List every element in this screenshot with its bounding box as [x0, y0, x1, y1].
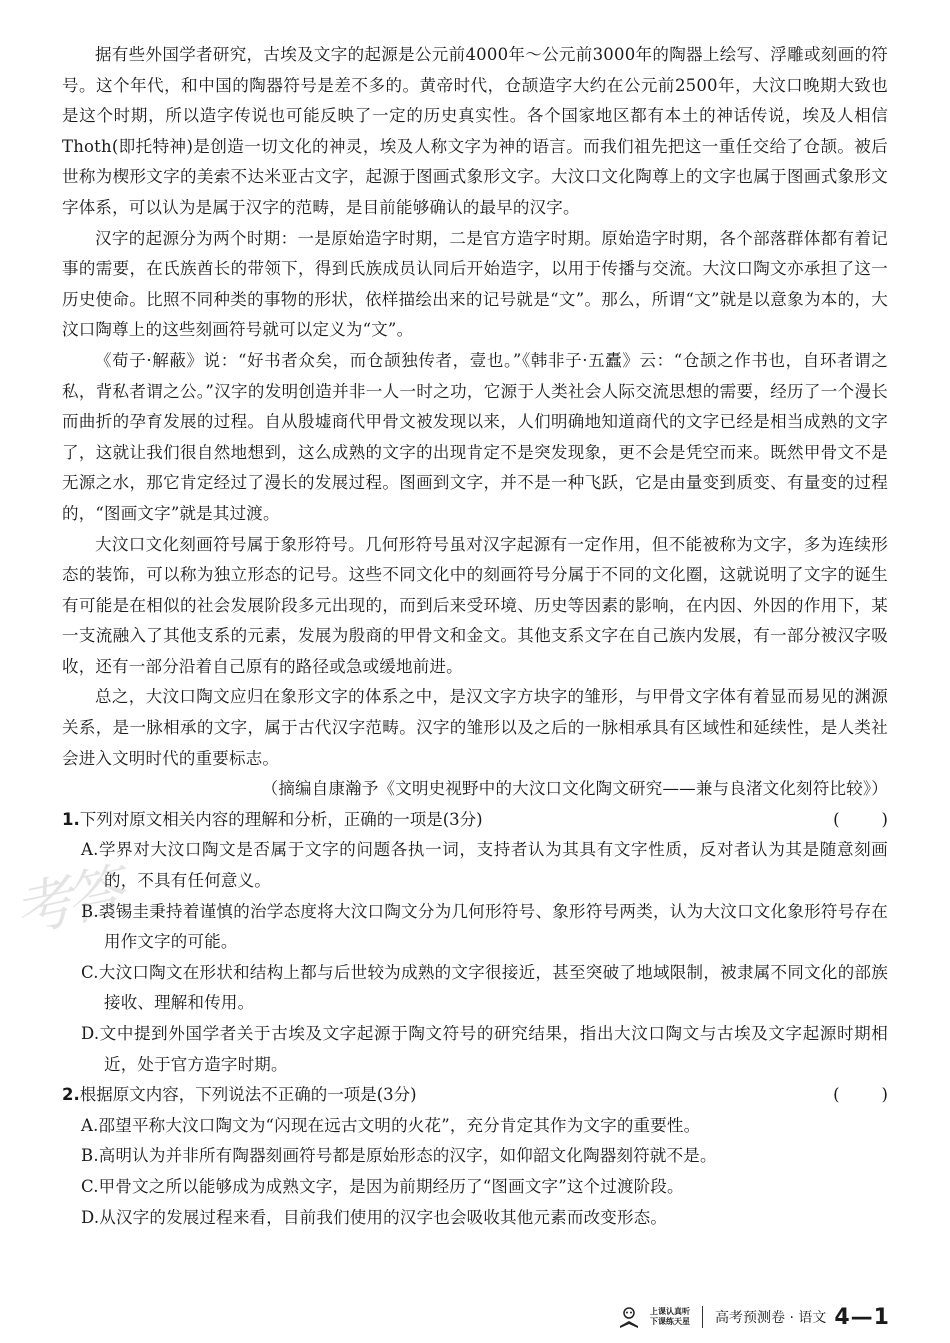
question-2-option-b: B.高明认为并非所有陶器刻画符号都是原始形态的汉字，如仰韶文化陶器刻符就不是。 [81, 1146, 717, 1166]
passage-paragraph-1: 据有些外国学者研究，古埃及文字的起源是公元前4000年～公元前3000年的陶器上绘写、浮雕或刻画的符号。这个年代，和中国的陶器符号是差不多的。黄帝时代，仓颉造字大约在公元前2500年，大汶口晚期大致也是这个时期，所以造字传说也可能反映了一定的历史真实性。各个国家地区都有本土的神话传说，埃及人相信Thoth(即托特神)是创造一切文化的神灵，埃及人称文字为神的语言。而我们祖先把这一重任交给了仓颉。被后世称为楔形文字的美索不达米亚古文字，起源于图画式象形文字。大汶口文化陶尊上的文字也属于图画式象形文字体系，可以认为是属于汉字的范畴，是目前能够确认的最早的汉字。 [62, 45, 888, 217]
passage-paragraph-2: 汉字的起源分为两个时期：一是原始造字时期，二是官方造字时期。原始造字时期，各个部落群体都有着记事的需要，在氏族酋长的带领下，得到氏族成员认同后开始造字，以用于传播与交流。大汶口陶文亦承担了这一历史使命。比照不同种类的事物的形状，依样描绘出来的记号就是“文”。那么，所谓“文”就是以意象为本的，大汶口陶尊上的这些刻画符号就可以定义为“文”。 [62, 228, 888, 340]
question-2-text: 根据原文内容，下列说法不正确的一项是(3分) [79, 1085, 417, 1105]
passage-paragraph-4: 大汶口文化刻画符号属于象形符号。几何形符号虽对汉字起源有一定作用，但不能被称为文字，多为连续形态的装饰，可以称为独立形态的记号。这些不同文化中的刻画符号分属于不同的文化圈，这就说明了文字的诞生有可能是在相似的社会发展阶段多元出现的，而到后来受环境、历史等因素的影响，在内因、外因的作用下，某一支流融入了其他支系的元素，发展为殷商的甲骨文和金文。其他支系文字在自己族内发展，有一部分被汉字吸收，还有一部分沿着自己原有的路径或急或缓地前进。 [62, 534, 888, 676]
reading-passage [62, 40, 888, 805]
exam-page [62, 40, 888, 1233]
question-1-option-c: C.大汶口陶文在形状和结构上都与后世较为成熟的文字很接近，甚至突破了地域限制，被隶属不同文化的部族接收、理解和传用。 [81, 962, 888, 1013]
footer-slogan [650, 1307, 690, 1327]
question-2-stem [62, 1080, 888, 1111]
question-2-option-d: D.从汉字的发展过程来看，目前我们使用的汉字也会吸收其他元素而改变形态。 [81, 1207, 668, 1227]
question-2-answer-slot[interactable]: ( ) [833, 1085, 888, 1105]
question-1-number: 1. [62, 809, 80, 829]
watermark-stamp: 考答 [8, 857, 125, 946]
page-footer [616, 1300, 890, 1334]
question-1 [62, 805, 888, 1080]
question-1-answer-slot[interactable]: ( ) [833, 809, 888, 829]
question-1-text: 下列对原文相关内容的理解和分析，正确的一项是(3分) [79, 809, 483, 829]
reader-mascot-icon [616, 1304, 642, 1330]
question-1-option-d: D.文中提到外国学者关于古埃及文字起源于陶文符号的研究结果，指出大汶口陶文与古埃及文字起源时期相近，处于官方造字时期。 [81, 1024, 888, 1074]
footer-divider [702, 1306, 703, 1328]
page-number: 4—1 [834, 1304, 890, 1330]
question-2-option-a: A.邵望平称大汶口陶文为“闪现在远古文明的火花”，充分肯定其作为文字的重要性。 [81, 1115, 701, 1135]
footer-slogan-line-1: 上课认真听 [650, 1307, 691, 1316]
passage-paragraph-5: 总之，大汶口陶文应归在象形文字的体系之中，是汉文字方块字的雏形，与甲骨文字体有着显而易见的渊源关系，是一脉相承的文字，属于古代汉字范畴。汉字的雏形以及之后的一脉相承具有区域性和延续性，是人类社会进入文明时代的重要标志。 [62, 687, 888, 768]
question-2-option-c: C.甲骨文之所以能够成为成熟文字，是因为前期经历了“图画文字”这个过渡阶段。 [81, 1176, 684, 1196]
passage-paragraph-3: 《荀子·解蔽》说：“好书者众矣，而仓颉独传者，壹也。”《韩非子·五蠹》云：“仓颉之作书也，自环者谓之私，背私者谓之公。”汉字的发明创造并非一人一时之功，它源于人类社会人际交流思想的需要，经历了一个漫长而曲折的孕育发展的过程。自从殷墟商代甲骨文被发现以来，人们明确地知道商代的文字已经是相当成熟的文字了，这就让我们很自然地想到，这么成熟的文字的出现肯定不是突发现象，更不会是凭空而来。既然甲骨文不是无源之水，那它肯定经过了漫长的发展过程。图画到文字，并不是一种飞跃，它是由量变到质变、有量变的过程的，“图画文字”就是其过渡。 [62, 350, 888, 523]
footer-title: 高考预测卷 · 语文 [715, 1310, 827, 1326]
passage-source: （摘编自康瀚予《文明史视野中的大汶口文化陶文研究——兼与良渚文化刻符比较》） [261, 779, 888, 799]
footer-slogan-line-2: 下课练天星 [650, 1317, 691, 1326]
question-1-option-a: A.学界对大汶口陶文是否属于文字的问题各执一词，支持者认为其具有文字性质，反对者认为其是随意刻画的，不具有任何意义。 [81, 840, 888, 891]
question-1-option-b: B.裘锡圭秉持着谨慎的治学态度将大汶口陶文分为几何形符号、象形符号两类，认为大汶口文化象形符号存在用作文字的可能。 [81, 901, 888, 952]
question-2 [62, 1080, 888, 1233]
question-2-number: 2. [62, 1085, 80, 1105]
question-1-stem [62, 805, 888, 836]
